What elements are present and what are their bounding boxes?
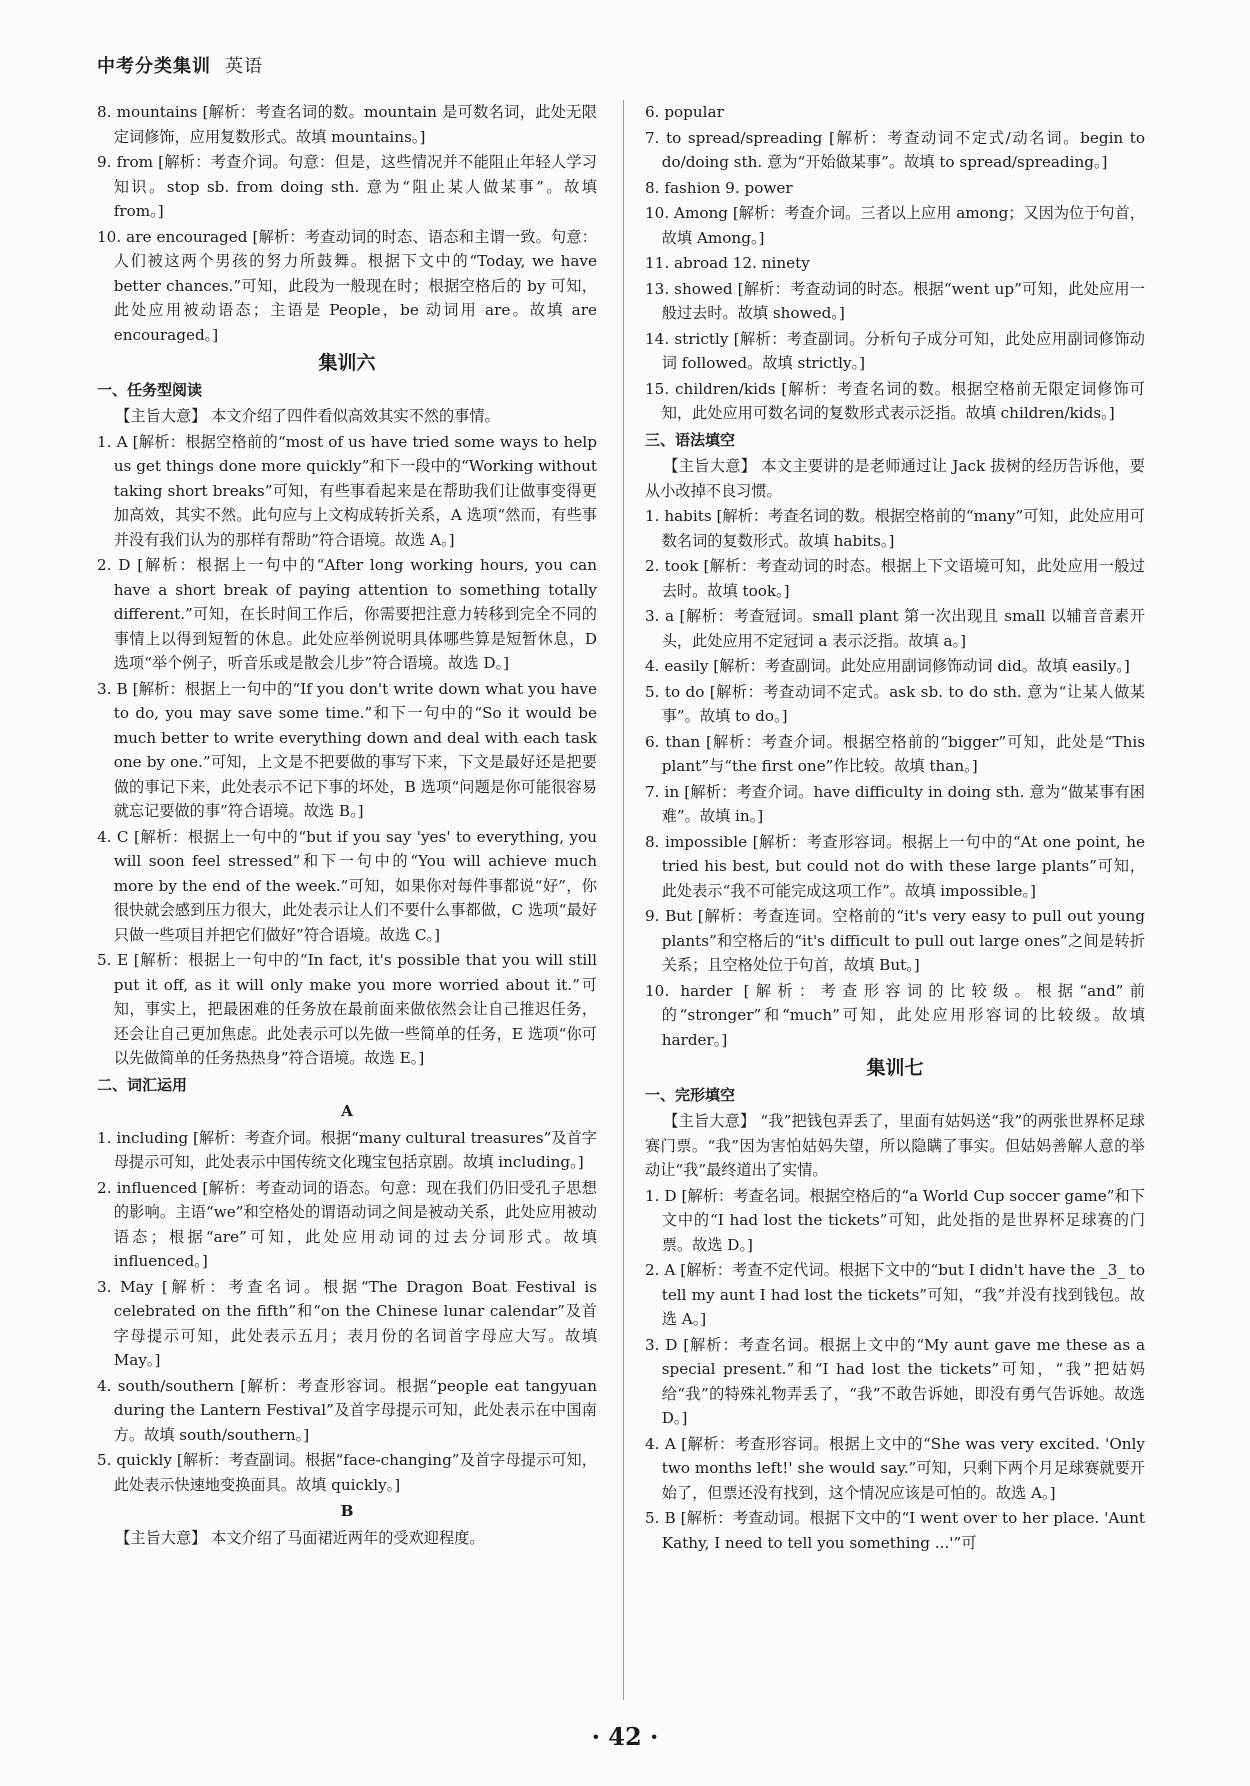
subsection-heading: 三、语法填空 xyxy=(645,430,736,449)
answer-entry: 1. D [解析：考查名词。根据空格后的“a World Cup soccer game”和下文中的“I had lost the tickets”可知，此处指的是世界杯足球赛的门票。故选 D。] xyxy=(645,1186,1145,1254)
answer-entry: 2. took [解析：考查动词的时态。根据上下文语境可知，此处应用一般过去时。故填 took。] xyxy=(645,557,1145,600)
answer-entry: 5. B [解析：考查动词。根据下文中的“I went over to her place. 'Aunt Kathy, I need to tell you something ...'”可 xyxy=(645,1509,1145,1552)
subsection-heading: 二、词汇运用 xyxy=(97,1075,188,1094)
answer-entry: 4. easily [解析：考查副词。此处应用副词修饰动词 did。故填 easily。] xyxy=(645,657,1130,675)
answer-entry: 2. influenced [解析：考查动词的语态。句意：现在我们仍旧受孔子思想的影响。主语“we”和空格处的谓语动词之间是被动关系，此处应用被动语态；根据“are”可知，此处应用动词的过去分词形式。故填 influenced。] xyxy=(97,1178,597,1270)
answer-entry: 6. than [解析：考查介词。根据空格前的“bigger”可知，此处是“This plant”与“the first one”作比较。故填 than。] xyxy=(645,732,1145,775)
answer-entry: 3. D [解析：考查名词。根据上文中的“My aunt gave me these as a special present.”和“I had lost the tickets”可知，“我”把姑妈给“我”的特殊礼物弄丢了，“我”不敢告诉她，即没有勇气告诉她。故选 D。] xyxy=(645,1335,1145,1427)
part-letter: B xyxy=(340,1502,354,1520)
left-column xyxy=(97,100,597,1551)
answer-entry: 4. A [解析：考查形容词。根据上文中的“She was very excited. 'Only two months left!' she would say.”可知，只剩下两个月足球赛就要开始了，但票还没有找到，这个情况应该是可怕的。故选 A。] xyxy=(645,1434,1145,1502)
answer-entry: 8. mountains [解析：考查名词的数。mountain 是可数名词，此处无限定词修饰，应用复数形式。故填 mountains。] xyxy=(97,103,597,146)
answer-entry: 4. C [解析：根据上一句中的“but if you say 'yes' to everything, you will soon feel stressed”和下一句中的“You will achieve much more by the end of the week.”可知，如果你对每件事都说“好”，你很快就会感到压力很大，此处表示让人们不要什么事都做，C 选项“最好只做一些项目并把它们做好”符合语境。故选 C。] xyxy=(97,827,597,944)
answer-entry: 6. popular xyxy=(645,103,724,121)
answer-entry: 11. abroad 12. ninety xyxy=(645,254,810,272)
answer-entry: 14. strictly [解析：考查副词。分析句子成分可知，此处应用副词修饰动词 followed。故填 strictly。] xyxy=(645,329,1145,372)
answer-entry: 15. children/kids [解析：考查名词的数。根据空格前无限定词修饰可知，此处应用可数名词的复数形式表示泛指。故填 children/kids。] xyxy=(645,379,1145,422)
answer-entry: 5. to do [解析：考查动词不定式。ask sb. to do sth. 意为“让某人做某事”。故填 to do。] xyxy=(645,682,1145,725)
answer-entry: 3. May [解析：考查名词。根据“The Dragon Boat Festival is celebrated on the fifth”和“on the Chinese lunar calendar”及首字母提示可知，此处表示五月；表月份的名词首字母应大写。故填 May。] xyxy=(97,1277,597,1369)
section-title: 集训六 xyxy=(318,352,376,374)
answer-entry: 8. fashion 9. power xyxy=(645,178,793,197)
answer-entry: 9. from [解析：考查介词。句意：但是，这些情况并不能阻止年轻人学习知识。stop sb. from doing sth. 意为“阻止某人做某事”。故填 from。] xyxy=(97,153,597,220)
part-letter: A xyxy=(341,1102,353,1120)
answer-entry: 3. a [解析：考查冠词。small plant 第一次出现且 small 以辅音音素开头，此处应用不定冠词 a 表示泛指。故填 a。] xyxy=(645,607,1145,650)
right-column xyxy=(645,100,1145,1556)
subject-label: 英语 xyxy=(225,56,263,77)
answer-entry: 4. south/southern [解析：考查形容词。根据“people eat tangyuan during the Lantern Festival”及首字母提示可知，此处表示在中国南方。故填 south/southern。] xyxy=(97,1376,597,1444)
book-title: 中考分类集训 xyxy=(97,56,211,77)
page-number: · 42 · xyxy=(591,1722,659,1751)
answer-entry: 1. habits [解析：考查名词的数。根据空格前的“many”可知，此处应用可数名词的复数形式。故填 habits。] xyxy=(645,507,1145,550)
subsection-heading: 一、任务型阅读 xyxy=(97,380,203,399)
answer-entry: 10. Among [解析：考查介词。三者以上应用 among；又因为位于句首，故填 Among。] xyxy=(645,204,1145,247)
answer-entry: 13. showed [解析：考查动词的时态。根据“went up”可知，此处应用一般过去时。故填 showed。] xyxy=(645,279,1145,322)
answer-entry: 7. to spread/spreading [解析：考查动词不定式/动名词。begin to do/doing sth. 意为“开始做某事”。故填 to spread/spreading。] xyxy=(645,128,1145,171)
answer-entry: 2. D [解析：根据上一句中的“After long working hours, you can have a short break of paying attention to something totally different.”可知，在长时间工作后，你需要把注意力转移到完全不同的事情上以得到短暂的休息。此处应举例说明具体哪些算是短暂休息，D 选项“举个例子，听音乐或是散会儿步”符合语境。故选 D。] xyxy=(97,556,597,672)
answer-entry: 7. in [解析：考查介词。have difficulty in doing sth. 意为“做某事有困难”。故填 in。] xyxy=(645,782,1145,825)
main-idea: 【主旨大意】 本文主要讲的是老师通过让 Jack 拔树的经历告诉他，要从小改掉不良习惯。 xyxy=(645,457,1145,500)
main-idea: 【主旨大意】 “我”把钱包弄丢了，里面有姑妈送“我”的两张世界杯足球赛门票。“我”因为害怕姑妈失望，所以隐瞒了事实。但姑妈善解人意的举动让“我”最终道出了实情。 xyxy=(645,1112,1145,1179)
page-header xyxy=(97,52,263,78)
answer-entry: 8. impossible [解析：考查形容词。根据上一句中的“At one point, he tried his best, but could not do with these large plants”可知，此处表示“我不可能完成这项工作”。故填 impossible。] xyxy=(645,832,1145,900)
answer-entry: 1. A [解析：根据空格前的“most of us have tried some ways to help us get things done more quickly”和下一段中的“Working without taking short breaks”可知，有些事看起来是在帮助我们让做事变得更加高效，其实不然。此句应与上文构成转折关系，A 选项“然而，有些事并没有我们认为的那样有帮助”符合语境。故选 A。] xyxy=(97,432,597,549)
answer-entry: 10. are encouraged [解析：考查动词的时态、语态和主谓一致。句意：人们被这两个男孩的努力所鼓舞。根据下文中的“Today, we have better chances.”可知，此段为一般现在时；根据空格后的 by 可知，此处应用被动语态；主语是 People，be 动词用 are。故填 are encouraged。] xyxy=(97,227,597,344)
main-idea: 【主旨大意】 本文介绍了马面裙近两年的受欢迎程度。 xyxy=(115,1528,485,1547)
section-title: 集训七 xyxy=(866,1057,924,1079)
answer-entry: 1. including [解析：考查介词。根据“many cultural treasures”及首字母提示可知，此处表示中国传统文化瑰宝包括京剧。故填 including。] xyxy=(97,1128,597,1171)
answer-entry: 2. A [解析：考查不定代词。根据下文中的“but I didn't have the _3_ to tell my aunt I had lost the tickets”可知，“我”并没有找到钱包。故选 A。] xyxy=(645,1261,1145,1328)
column-divider xyxy=(623,100,624,1700)
answer-entry: 5. E [解析：根据上一句中的“In fact, it's possible that you will still put it off, as it will only make you more worried about it.”可知，事实上，把最困难的任务放在最前面来做依然会让自己推迟任务，还会让自己更加焦虑。此处表示可以先做一些简单的任务，E 选项“你可以先做简单的任务热热身”符合语境。故选 E。] xyxy=(97,951,597,1067)
answer-entry: 3. B [解析：根据上一句中的“If you don't write down what you have to do, you may save some time.”和下一句中的“So it would be much better to write everything down and deal with each task one by one.”可知，上文是不把要做的事写下来，下文是最好还是把要做的事记下来，此处表示不记下事的坏处，B 选项“问题是你可能很容易就忘记要做的事”符合语境。故选 B。] xyxy=(97,679,597,820)
answer-entry: 9. But [解析：考查连词。空格前的“it's very easy to pull out young plants”和空格后的“it's difficult to pull out large ones”之间是转折关系；且空格处位于句首，故填 But。] xyxy=(645,907,1145,974)
answer-entry: 10. harder [解析：考查形容词的比较级。根据“and”前的“stronger”和“much”可知，此处应用形容词的比较级。故填 harder。] xyxy=(645,981,1145,1049)
subsection-heading: 一、完形填空 xyxy=(645,1085,736,1104)
answer-entry: 5. quickly [解析：考查副词。根据“face-changing”及首字母提示可知，此处表示快速地变换面具。故填 quickly。] xyxy=(97,1451,597,1494)
main-idea: 【主旨大意】 本文介绍了四件看似高效其实不然的事情。 xyxy=(115,407,500,425)
